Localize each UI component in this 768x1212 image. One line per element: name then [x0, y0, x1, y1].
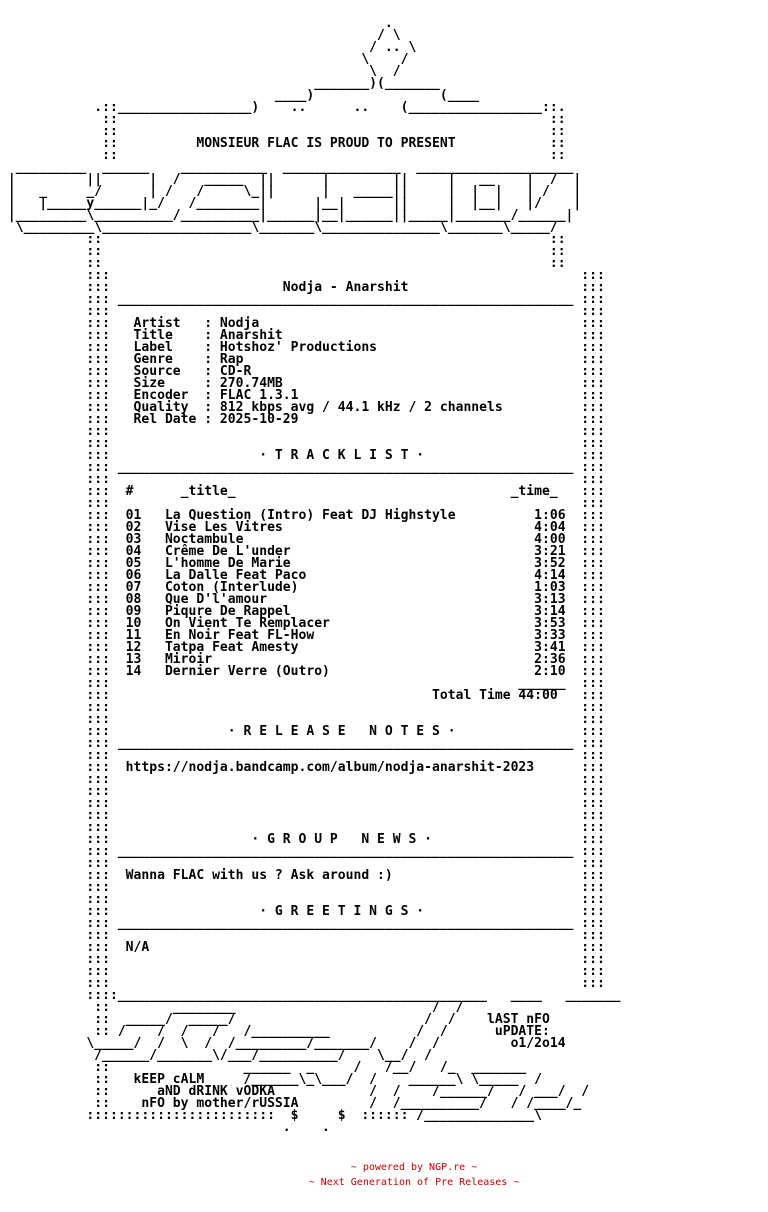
nfo-text: . / \ / .. \ \ / \ / _______)(_______ ____) (____ .::_________________) .. .. (_________________::. :: :: :: :: :: MONSIEUR FLAC IS PROUD TO PRESENT :: :: :: _________ ______ ___________ _______________ ____________________ | || | / _____ || | || | __ | / | | _ _/ | / / \_|| | _____|| | | | | / | | |_____y______|_/ /________| |__| || | |__| |/ | |_________\__________/__________|______|__|______||_____|_______/______| \_________\___________________\_______\_______________\_______\_____/ :: :: :: :: :: :: ::: ::: ::: Nodja - Anarshit ::: ::: __________________________________________________________ ::: ::: ::: ::: Artist : Nodja ::: ::: Title : Anarshit ::: ::: Label : Hotshoz' Productions ::: ::: Genre : Rap ::: ::: Source : CD-R ::: ::: Size : 270.74MB ::: ::: Encoder : FLAC 1.3.1 ::: ::: Quality : 812 kbps avg / 44.1 kHz / 2 channels ::: ::: Rel Date : 2025-10-29 ::: ::: ::: ::: ::: ::: · T R A C K L I S T · ::: ::: __________________________________________________________ ::: ::: ::: ::: # _title_ _time_ ::: ::: ::: ::: 01 La Question (Intro) Feat DJ Highstyle 1:06 ::: ::: 02 Vise Les Vitres 4:04 ::: ::: 03 Noctambule 4:00 ::: ::: 04 Crême De L'under 3:21 ::: ::: 05 L'homme De Marie 3:52 ::: ::: 06 La Dalle Feat Paco 4:14 ::: ::: 07 Coton (Interlude) 1:03 ::: ::: 08 Que D'l'amour 3:13 ::: ::: 09 Piqure De Rappel 3:14 ::: ::: 10 On Vient Te Remplacer 3:53 ::: ::: 11 En Noir Feat FL-How 3:33 ::: ::: 12 Tatpa Feat Amesty 3:41 ::: ::: 13 Miroir 2:36 ::: ::: 14 Dernier Verre (Outro) 2:10 ::: ::: ______ ::: ::: Total Time 44:00 ::: ::: ::: ::: ::: ::: · R E L E A S E N O T E S · ::: ::: __________________________________________________________ ::: ::: ::: ::: https://nodja.bandcamp.com/album/nodja-anarshit-2023 ::: ::: ::: ::: ::: ::: ::: ::: ::: ::: ::: ::: · G R O U P N E W S · ::: ::: __________________________________________________________ ::: ::: ::: ::: Wanna FLAC with us ? Ask around :) ::: ::: ::: ::: ::: ::: · G R E E T I N G S · ::: ::: __________________________________________________________ ::: ::: ::: ::: N/A ::: ::: ::: ::: ::: ::: ::: ::::_______________________________________________ ____ _______ :: ________ / / :: _____/ _____/ / / lAST nFO :: / / / / /__________ / / uPDATE: \_____/ / \ / /_________/_______/ / / o1/2o14 /______/_______\/___/__________/ \__/ / :: ______ _ / /__/ /_ _______ :: kEEP cALM /______\_\___/ / ______\ \_____ / :: aND dRINK vODKA / / /______/ / ___/ / :: nFO by mother/rUSSIA / /__________/ / /____/_ :::::::::::::::::::::::: $ $ :::::: /______________\ . .: [7, 16, 621, 1135]
powered-by-text: ~ powered by NGP.re ~: [350, 1162, 478, 1173]
site-footer: [0, 1160, 768, 1190]
ngp-tagline: ~ Next Generation of Pre Releases ~: [308, 1177, 520, 1188]
